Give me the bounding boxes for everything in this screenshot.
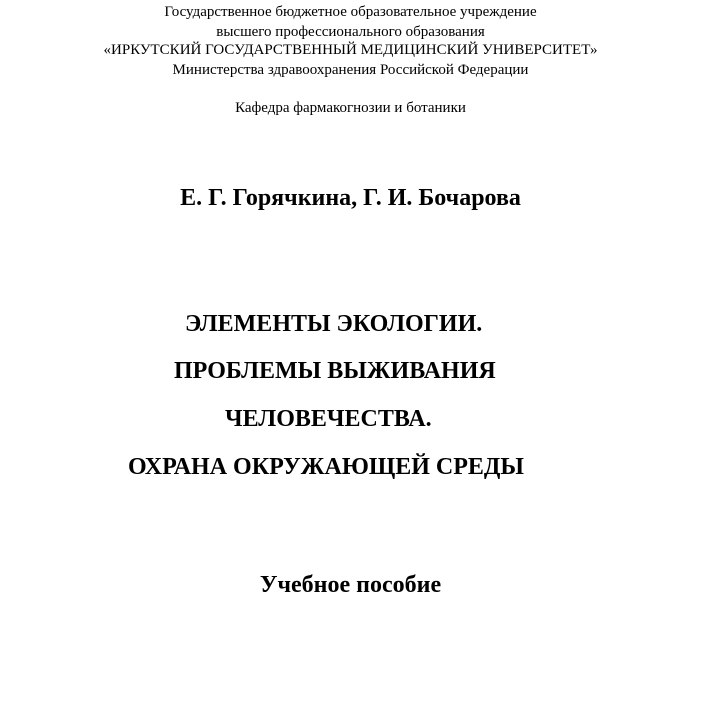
authors: Е. Г. Горячкина, Г. И. Бочарова xyxy=(180,185,521,211)
header-line-ministry: Министерства здравоохранения Российской Федерации xyxy=(172,62,529,78)
header-line-institution-type: Государственное бюджетное образовательное учреждение xyxy=(164,4,537,20)
title-line-2: ПРОБЛЕМЫ ВЫЖИВАНИЯ xyxy=(174,358,496,384)
document-subtitle: Учебное пособие xyxy=(259,572,442,598)
header-line-university-name: «ИРКУТСКИЙ ГОСУДАРСТВЕННЫЙ МЕДИЦИНСКИЙ УНИВЕРСИТЕТ» xyxy=(103,42,598,58)
department-name: Кафедра фармакогнозии и ботаники xyxy=(235,100,466,116)
title-line-1: ЭЛЕМЕНТЫ ЭКОЛОГИИ. xyxy=(185,311,483,337)
header-line-education-level: высшего профессионального образования xyxy=(216,24,485,40)
title-line-3: ЧЕЛОВЕЧЕСТВА. xyxy=(225,406,432,432)
title-line-4: ОХРАНА ОКРУЖАЮЩЕЙ СРЕДЫ xyxy=(128,454,524,480)
